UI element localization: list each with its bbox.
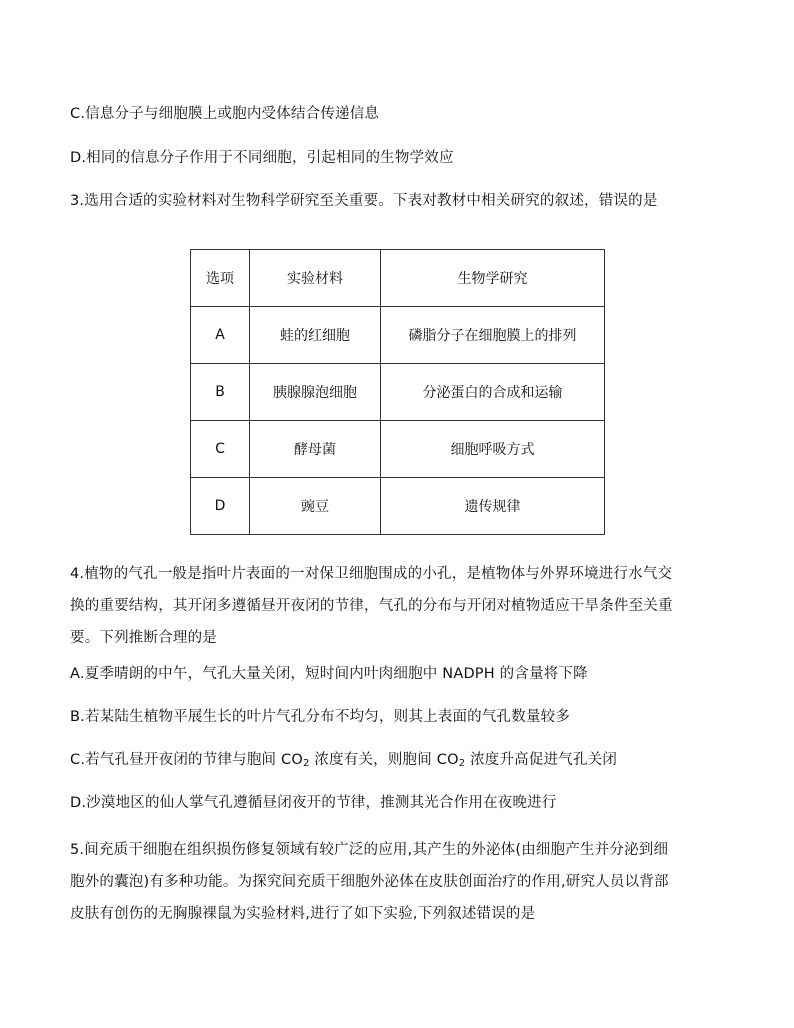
q4-option-a: A.夏季晴朗的中午，气孔大量关闭，短时间内叶肉细胞中 NADPH 的含量将下降 [70, 666, 588, 682]
q4-stem-line: 4.植物的气孔一般是指叶片表面的一对保卫细胞围成的小孔，是植物体与外界环境进行水气交 [70, 566, 673, 582]
table-row [191, 421, 605, 478]
q4-option-c [70, 750, 730, 774]
row-research: 遗传规律 [381, 478, 605, 535]
row-option: B [191, 364, 250, 421]
row-material: 蛙的红细胞 [250, 307, 381, 364]
q4-stem [70, 558, 730, 654]
q2-option-d: D.相同的信息分子作用于不同细胞，引起相同的生物学效应 [70, 150, 454, 166]
table-header-row [191, 250, 605, 307]
row-option: A [191, 307, 250, 364]
table-row [191, 364, 605, 421]
q4-option-c-text: 浓度有关，则胞间 CO [309, 752, 459, 768]
q5-stem-line: 5.间充质干细胞在组织损伤修复领域有较广泛的应用,其产生的外泌体(由细胞产生并分泌到细 [70, 842, 669, 858]
table-row [191, 478, 605, 535]
q2-option-c: C.信息分子与细胞膜上或胞内受体结合传递信息 [70, 106, 380, 122]
q5-stem-line: 胞外的囊泡)有多种功能。为探究间充质干细胞外泌体在皮肤创面治疗的作用,研究人员以背部 [70, 874, 669, 890]
header-option: 选项 [191, 250, 250, 307]
subscript: 2 [302, 758, 310, 769]
row-material: 酵母菌 [250, 421, 381, 478]
q5-stem [70, 834, 730, 930]
header-research: 生物学研究 [381, 250, 605, 307]
table-row [191, 307, 605, 364]
row-option: C [191, 421, 250, 478]
q4-option-b: B.若某陆生植物平展生长的叶片气孔分布不均匀，则其上表面的气孔数量较多 [70, 709, 571, 725]
row-research: 细胞呼吸方式 [381, 421, 605, 478]
row-material: 胰腺腺泡细胞 [250, 364, 381, 421]
row-research: 磷脂分子在细胞膜上的排列 [381, 307, 605, 364]
q4-stem-line: 换的重要结构，其开闭多遵循昼开夜闭的节律，气孔的分布与开闭对植物适应干旱条件至关重 [70, 598, 673, 614]
q3-stem: 3.选用合适的实验材料对生物科学研究至关重要。下表对教材中相关研究的叙述，错误的是 [70, 193, 658, 209]
q4-option-c-text: 浓度升高促进气孔关闭 [465, 752, 618, 768]
q5-stem-line: 皮肤有创伤的无胸腺裸鼠为实验材料,进行了如下实验,下列叙述错误的是 [70, 906, 536, 922]
q4-option-d: D.沙漠地区的仙人掌气孔遵循昼闭夜开的节律，推测其光合作用在夜晚进行 [70, 795, 557, 811]
q4-option-c-text: C.若气孔昼开夜闭的节律与胞间 CO [70, 752, 303, 768]
row-research: 分泌蛋白的合成和运输 [381, 364, 605, 421]
header-material: 实验材料 [250, 250, 381, 307]
q3-table [190, 249, 605, 535]
q4-stem-line: 要。下列推断合理的是 [70, 630, 217, 646]
row-option: D [191, 478, 250, 535]
row-material: 豌豆 [250, 478, 381, 535]
subscript: 2 [458, 758, 466, 769]
